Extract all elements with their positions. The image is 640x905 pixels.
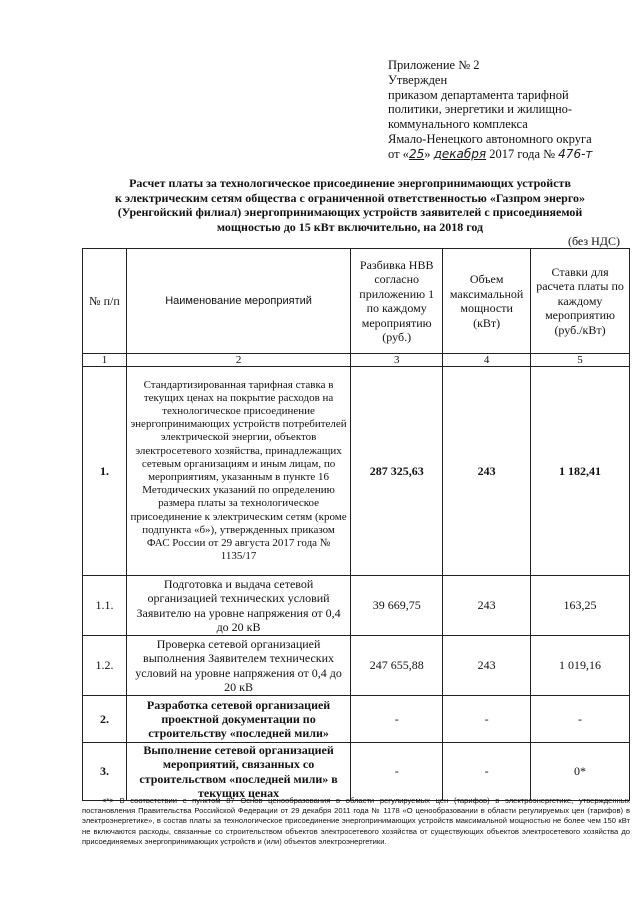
title-line: Расчет платы за технологическое присоединение энергопринимающих устройств (129, 176, 571, 190)
column-number: 5 (531, 354, 630, 367)
table-row (83, 576, 630, 636)
approval-line: коммунального комплекса (388, 117, 528, 132)
vat-note: (без НДС) (567, 234, 620, 248)
title-line: к электрическим сетям общества с ограниченной ответственностью «Газпром энерго» (114, 190, 586, 205)
row-nvv: - (351, 743, 443, 801)
header-rate: Ставки для расчета платы по каждому мероприятию (руб./кВт) (531, 249, 630, 354)
table-row (83, 636, 630, 696)
row-power: - (443, 743, 531, 801)
header-nvv: Разбивка НВВ согласно приложению 1 по каждому мероприятию (руб.) (351, 249, 443, 354)
row-rate: 0* (531, 743, 630, 801)
row-name: Подготовка и выдача сетевой организацией технических условий Заявителю на уровне напряжения от 0,4 до 20 кВ (126, 576, 350, 636)
row-number: 2. (83, 696, 127, 743)
approval-line: приказом департамента тарифной (388, 87, 569, 102)
row-name: Проверка сетевой организацией выполнения Заявителем технических условий на уровне напряжения от 0,4 до 20 кВ (126, 636, 350, 696)
header-power: Объем максимальной мощности (кВт) (443, 249, 531, 354)
row-nvv: - (351, 696, 443, 743)
row-name: Стандартизированная тарифная ставка в текущих ценах на покрытие расходов на технологическое присоединение энергопринимающих устройств потребителей электрической энергии, объектов электросетевого хозяйства, принадлежащих сетевым организациям и иным лицам, по мероприятиям, указанным в пункте 16 Методических указаний по определению размера платы за технологическое присоединение к электрическим сетям (кроме подпункта «б»), утвержденных приказом ФАС России от 29 августа 2017 года № 1135/17 (126, 367, 350, 576)
row-rate: - (531, 696, 630, 743)
row-power: 243 (443, 576, 531, 636)
row-number: 1.1. (83, 576, 127, 636)
row-rate: 1 182,41 (531, 367, 630, 576)
column-number: 1 (83, 354, 127, 367)
title-line: мощностью до 15 кВт включительно, на 2018 год (216, 219, 484, 234)
row-nvv: 39 669,75 (351, 576, 443, 636)
row-power: - (443, 696, 531, 743)
column-number-row (83, 354, 630, 367)
handwritten-month: декабря (433, 146, 487, 161)
approval-date-line (388, 147, 628, 162)
handwritten-day: 25 (408, 146, 425, 161)
column-number: 4 (443, 354, 531, 367)
row-rate: 163,25 (531, 576, 630, 636)
row-nvv: 247 655,88 (351, 636, 443, 696)
row-number: 1. (83, 367, 127, 576)
approval-block (388, 58, 628, 162)
row-name: Разработка сетевой организацией проектной документации по строительству «последней мили» (126, 696, 350, 743)
column-number: 3 (351, 354, 443, 367)
handwritten-number: 476-т (558, 146, 593, 161)
appendix-label: Приложение № 2 (388, 58, 480, 72)
tariff-table (82, 248, 630, 801)
title-line: (Уренгойский филиал) энергопринимающих устройств заявителей с присоединяемой (117, 205, 583, 220)
document-title (95, 176, 605, 234)
row-power: 243 (443, 636, 531, 696)
date-prefix: от « (388, 146, 409, 161)
header-name: Наименование мероприятий (126, 249, 350, 354)
approval-line: политики, энергетики и жилищно- (388, 102, 573, 117)
approval-line: Ямало-Ненецкого автономного округа (388, 131, 592, 146)
row-number: 3. (83, 743, 127, 801)
table-row (83, 743, 630, 801)
table-header-row (83, 249, 630, 354)
row-number: 1.2. (83, 636, 127, 696)
row-nvv: 287 325,63 (351, 367, 443, 576)
date-year: 2017 года № (489, 146, 556, 161)
footnote (82, 796, 630, 847)
row-power: 243 (443, 367, 531, 576)
column-number: 2 (126, 354, 350, 367)
row-rate: 1 019,16 (531, 636, 630, 696)
approved-label: Утвержден (388, 72, 448, 87)
table-row (83, 696, 630, 743)
row-name: Выполнение сетевой организацией мероприятий, связанных со строительством «последней мили» в текущих ценах (126, 743, 350, 801)
footnote-text: <*> В соответствии с пунктом 87 Основ ценообразования в области регулируемых цен (тарифов) в электроэнергетике, утвержденных постановления Правительства Российской Федерации от 29 декабря 2011 года № 1178 «О ценообразовании в области регулируемых цен (тарифов) в электроэнергетике», в состав платы за технологическое присоединение энергопринимающих устройств максимальной мощностью не более чем 150 кВт не включаются расходы, связанные со строительством объектов электросетевого хозяйства от существующих объектов электросетевого хозяйства до присоединяемых энергопринимающих устройств и (или) объектов электроэнергетики. (82, 796, 630, 846)
table-row (83, 367, 630, 576)
date-mid: » (424, 146, 431, 161)
header-number: № п/п (83, 249, 127, 354)
